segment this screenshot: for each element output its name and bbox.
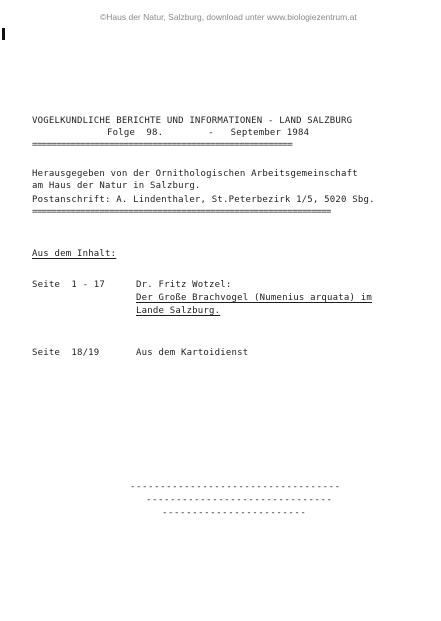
newsletter-title: VOGELKUNDLICHE BERICHTE UND INFORMATIONEN - LAND SALZBURG [32,116,353,126]
entry-2-pages: Seite 18/19 [32,348,100,358]
entry-2-title: Aus dem Kartoidienst [136,348,249,358]
footer-dash-line-2: ------------------------------- [146,495,333,505]
footer-dash-line-3: ------------------------ [162,508,307,518]
entry-1-pages: Seite 1 - 17 [32,280,106,290]
publisher-line-2: am Haus der Natur in Salzburg. [32,181,201,191]
entry-1-title-line-2: Lande Salzburg. [136,306,221,316]
entry-1-title-line-1: Der Große Brachvogel (Numenius arquata) im [136,293,372,303]
contents-heading: Aus dem Inhalt: [32,249,117,259]
entry-1-author: Dr. Fritz Wotzel: [136,280,232,290]
publisher-line-1: Herausgegeben von der Ornithologischen Arbeitsgemeinschaft [32,169,358,179]
footer-dash-line-1: ----------------------------------- [130,482,341,492]
watermark: ©Haus der Natur, Salzburg, download unter www.biologiezentrum.at [100,12,357,22]
header-rule: ====================================================== [32,141,293,150]
binding-mark [2,28,5,40]
issue-line: Folge 98. - September 1984 [107,128,310,138]
publisher-rule: ============================================================== [32,208,331,217]
postal-address: Postanschrift: A. Lindenthaler, St.Peterbezirk 1/5, 5020 Sbg. [32,195,375,205]
